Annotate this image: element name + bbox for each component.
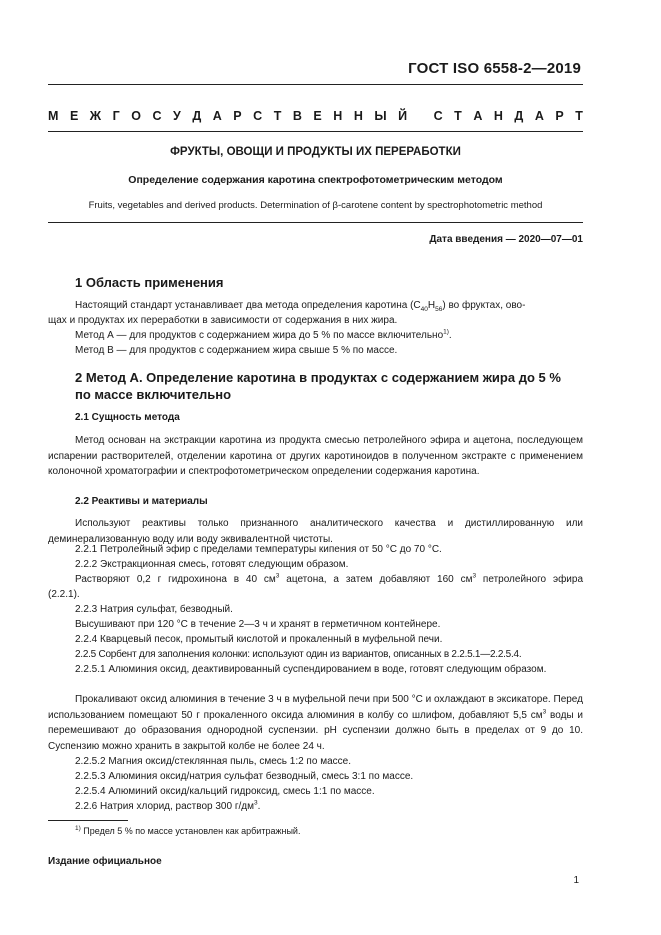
heading-letter: Й	[398, 109, 408, 123]
item-2-2-6: 2.2.6 Натрия хлорид, раствор 300 $г/дм^3$.	[75, 799, 261, 812]
document-subtitle: Определение содержания каротина спектрофотометрическим методом	[128, 174, 503, 186]
heading-letter: Р	[233, 109, 242, 123]
footnote: $^{1)}$ Предел 5 % по массе установлен как арбитражный.	[75, 825, 301, 836]
heading-letter: В	[292, 109, 302, 123]
item-2-2-2-text: Растворяют 0,2 г гидрохинона в 40 $см^3$ ацетона, а затем добавляют 160 $см^3$ петролейного эфира	[75, 572, 584, 585]
heading-letter: Н	[493, 109, 503, 123]
english-title-rule	[48, 222, 583, 223]
footnote-reference: 1)	[443, 328, 449, 336]
heading-letter: С	[433, 109, 443, 123]
heading-letter: М	[48, 109, 59, 123]
subsection-2-1-text: Метод основан на экстракции каротина из продукта смесью петролейного эфира и ацетона, последующем испарении растворителей, отделении каротина от других каротиноидов в полученном экстракте с применением колоночной хроматографии и спектрофотометрическом определении содержания каротина.	[48, 435, 583, 477]
item-2-2-5-1: 2.2.5.1 Алюминия оксид, деактивированный суспендированием в воде, готовят следующим образом.	[75, 664, 547, 675]
method-a-line: Метод А — для продуктов с содержанием жира до 5 % по массе включительно$^{1)}$.	[75, 328, 452, 341]
item-2-2-3-text: Высушивают при 120 °С в течение 2—3 ч и хранят в герметичном контейнере.	[75, 619, 441, 630]
heading-letter: С	[253, 109, 263, 123]
section-1-heading: 1 Область применения	[75, 275, 224, 290]
heading-letter: Т	[575, 109, 583, 123]
heading-letter: С	[152, 109, 162, 123]
heading-letter: А	[534, 109, 544, 123]
heading-letter: Т	[454, 109, 462, 123]
subsection-2-2-heading: 2.2 Реактивы и материалы	[75, 496, 208, 507]
standard-type-heading	[48, 109, 583, 123]
heading-letter: Н	[353, 109, 363, 123]
heading-letter: Р	[555, 109, 564, 123]
page-number: 1	[573, 875, 579, 886]
item-2-2-1: 2.2.1 Петролейный эфир с пределами температуры кипения от 50 °С до 70 °С.	[75, 544, 442, 555]
heading-letter: Д	[192, 109, 202, 123]
item-2-2-5-3: 2.2.5.3 Алюминия оксид/натрия сульфат безводный, смесь 3:1 по массе.	[75, 771, 414, 782]
heading-letter: Ж	[89, 109, 102, 123]
item-2-2-2-text-cont: (2.2.1).	[48, 589, 80, 600]
footnote-rule	[48, 820, 128, 821]
document-code: ГОСТ ISO 6558-2—2019	[408, 60, 581, 77]
item-2-2-5: 2.2.5 Сорбент для заполнения колонки: используют один из вариантов, описанных в 2.2.5.1—2.2.5.4.	[75, 649, 522, 660]
heading-letter: Д	[514, 109, 524, 123]
heading-letter: Г	[112, 109, 120, 123]
item-2-2-5-1-text: Прокаливают оксид алюминия в течение 3 ч в муфельной печи при 500 °С и охлаждают в эксикаторе. Перед использованием помещают 50 г прокаленного оксида алюминия в колбу со шлифом, добавляют 5,5 $см^3$ воды и перемешивают до образования однородной суспензии. pH суспензии должно быть в пределах от 9 до 10. Суспензию можно хранить в закрытой колбе не более 24 ч.	[48, 694, 583, 752]
section-1-paragraph-line: Настоящий стандарт устанавливает два метода определения каротина $(C_{40}H_{56})$ во фруктах, ово-	[75, 300, 526, 313]
document-title: ФРУКТЫ, ОВОЩИ И ПРОДУКТЫ ИХ ПЕРЕРАБОТКИ	[170, 146, 461, 158]
section-1-paragraph-line: щах и продуктах их переработки в зависимости от содержания в них жира.	[48, 315, 398, 326]
heading-letter: Е	[69, 109, 79, 123]
section-2-heading: 2 Метод А. Определение каротина в продуктах с содержанием жира до 5 % по массе включительно	[75, 370, 561, 402]
heading-letter: Т	[273, 109, 282, 123]
title-rule	[48, 131, 583, 132]
subsection-2-2-intro: Используют реактивы только признанного аналитического качества и дистиллированную или деминерализованную воду или воду эквивалентной чистоты.	[48, 518, 583, 545]
english-title: Fruits, vegetables and derived products. Determination of β-carotene content by spectrophotometric method	[88, 200, 543, 211]
header-rule	[48, 84, 583, 85]
item-2-2-5-2: 2.2.5.2 Магния оксид/стеклянная пыль, смесь 1:2 по массе.	[75, 756, 351, 767]
item-2-2-5-4: 2.2.5.4 Алюминий оксид/кальций гидроксид, смесь 1:1 по массе.	[75, 786, 375, 797]
heading-letter	[419, 109, 422, 123]
subsection-2-1-heading: 2.1 Сущность метода	[75, 412, 180, 423]
item-2-2-4: 2.2.4 Кварцевый песок, промытый кислотой и прокаленный в муфельной печи.	[75, 634, 443, 645]
heading-letter: Е	[313, 109, 322, 123]
heading-letter: А	[473, 109, 483, 123]
heading-letter: Ы	[374, 109, 387, 123]
heading-letter: А	[212, 109, 222, 123]
item-2-2-2: 2.2.2 Экстракционная смесь, готовят следующим образом.	[75, 559, 349, 570]
introduction-date: Дата введения — 2020—07—01	[429, 234, 583, 245]
official-edition-label: Издание официальное	[48, 856, 162, 867]
heading-letter: Н	[333, 109, 343, 123]
heading-letter: У	[173, 109, 181, 123]
item-2-2-3: 2.2.3 Натрия сульфат, безводный.	[75, 604, 233, 615]
method-b-line: Метод В — для продуктов с содержанием жира свыше 5 % по массе.	[75, 345, 398, 356]
heading-letter: О	[131, 109, 141, 123]
